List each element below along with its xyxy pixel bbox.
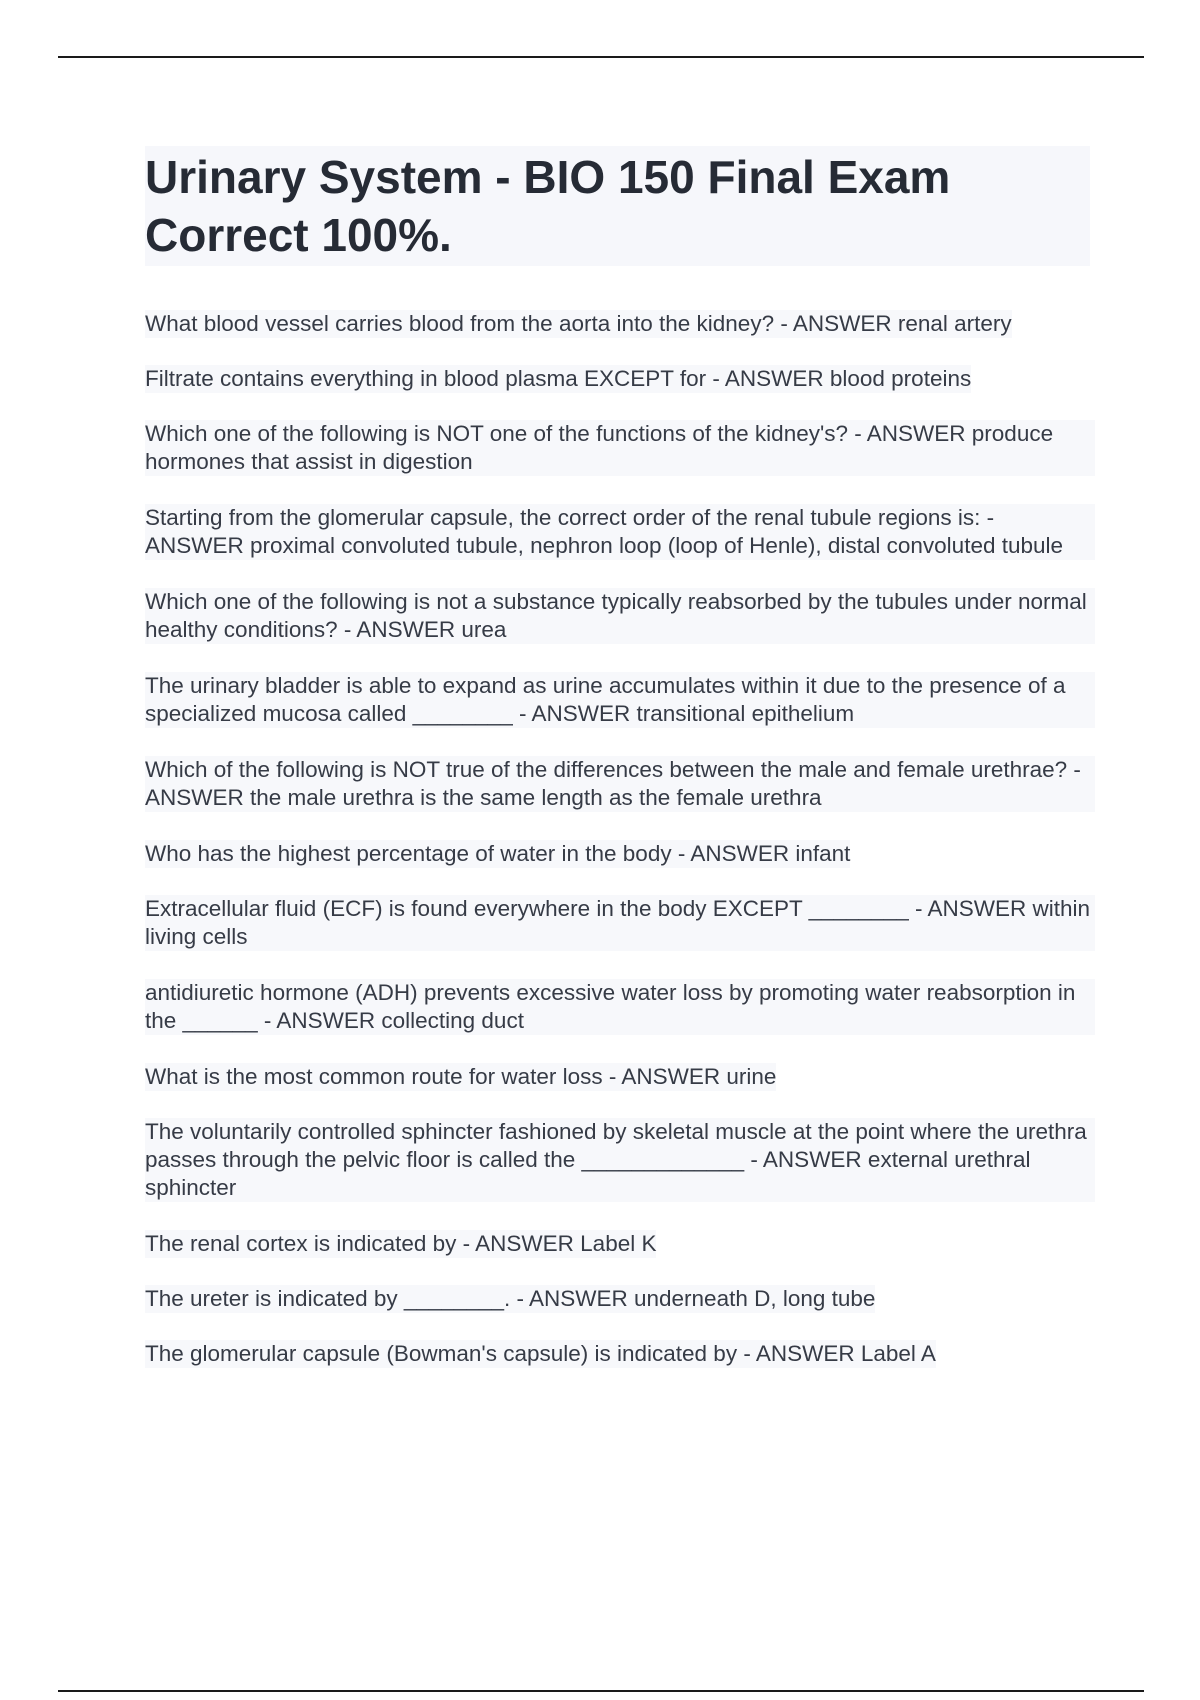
document-title: Urinary System - BIO 150 Final Exam Correct 100%. <box>145 151 951 261</box>
qa-item: antidiuretic hormone (ADH) prevents excessive water loss by promoting water reabsorption in the ______ - ANSWER collecting duct <box>145 979 1095 1035</box>
qa-item: Who has the highest percentage of water in the body - ANSWER infant <box>145 841 851 866</box>
title-block <box>145 146 1090 266</box>
qa-item: Starting from the glomerular capsule, the correct order of the renal tubule regions is: - ANSWER proximal convoluted tubule, nephron loop (loop of Henle), distal convoluted tubule <box>145 504 1095 560</box>
qa-item: What is the most common route for water loss - ANSWER urine <box>145 1064 777 1089</box>
qa-list <box>145 310 1095 1395</box>
top-rule <box>58 56 1144 58</box>
qa-item: The urinary bladder is able to expand as urine accumulates within it due to the presence of a specialized mucosa called ________ - ANSWER transitional epithelium <box>145 672 1095 728</box>
bottom-rule <box>58 1690 1144 1692</box>
qa-item: The voluntarily controlled sphincter fashioned by skeletal muscle at the point where the urethra passes through the pelvic floor is called the _____________ - ANSWER external urethral sphincter <box>145 1118 1095 1202</box>
qa-item: Extracellular fluid (ECF) is found everywhere in the body EXCEPT ________ - ANSWER within living cells <box>145 895 1095 951</box>
qa-item: The glomerular capsule (Bowman's capsule) is indicated by - ANSWER Label A <box>145 1341 936 1366</box>
qa-item: Which one of the following is not a substance typically reabsorbed by the tubules under normal healthy conditions? - ANSWER urea <box>145 588 1095 644</box>
qa-item: Which of the following is NOT true of the differences between the male and female urethrae? - ANSWER the male urethra is the same length as the female urethra <box>145 756 1095 812</box>
qa-item: The ureter is indicated by ________. - ANSWER underneath D, long tube <box>145 1286 876 1311</box>
qa-item: Which one of the following is NOT one of the functions of the kidney's? - ANSWER produce hormones that assist in digestion <box>145 420 1095 476</box>
qa-item: What blood vessel carries blood from the aorta into the kidney? - ANSWER renal artery <box>145 311 1012 336</box>
qa-item: Filtrate contains everything in blood plasma EXCEPT for - ANSWER blood proteins <box>145 366 972 391</box>
qa-item: The renal cortex is indicated by - ANSWER Label K <box>145 1231 657 1256</box>
